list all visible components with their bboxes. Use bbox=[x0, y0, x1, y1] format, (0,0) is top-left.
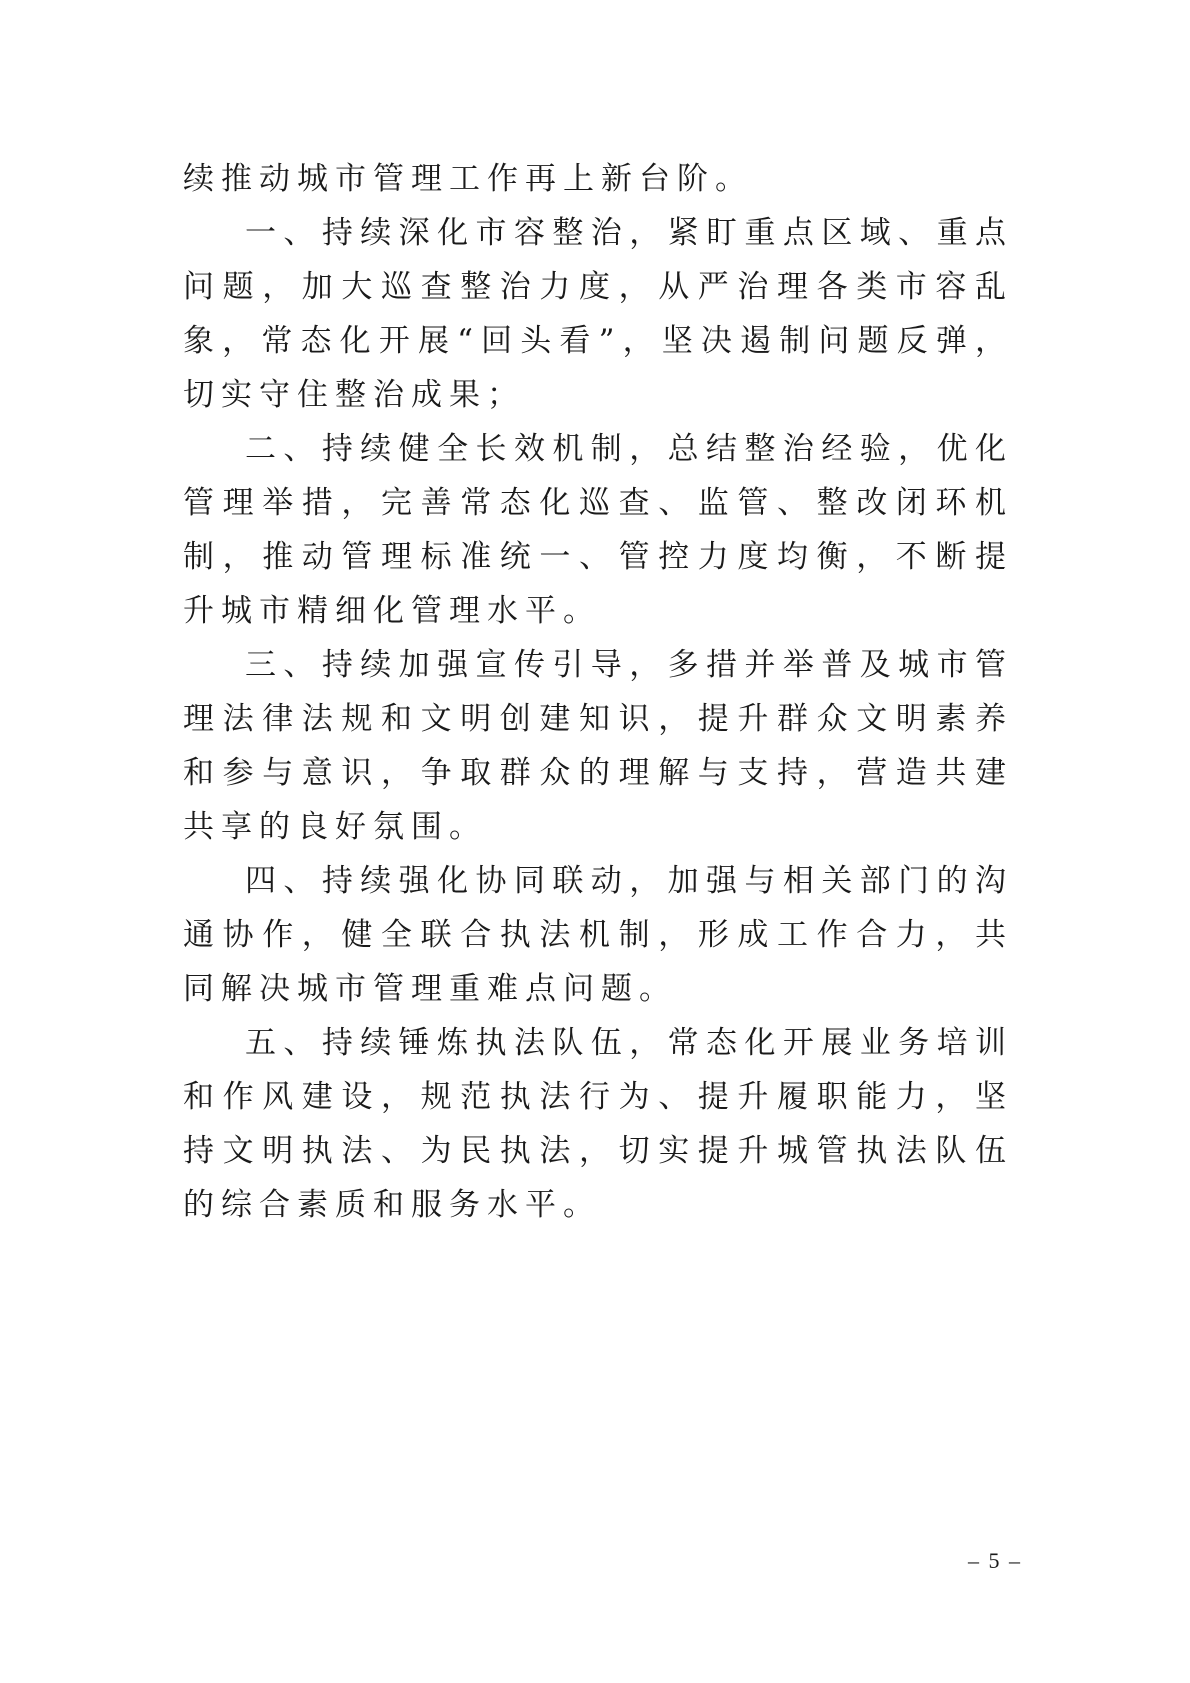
document-body bbox=[183, 152, 1013, 1232]
paragraph-item-2: 二、持续健全长效机制，总结整治经验，优化管理举措，完善常态化巡查、监管、整改闭环机制，推动管理标准统一、管控力度均衡，不断提升城市精细化管理水平。 bbox=[183, 431, 1013, 629]
paragraph-continuation: 续推动城市管理工作再上新台阶。 bbox=[183, 161, 753, 197]
page-number: – 5 – bbox=[968, 1548, 1022, 1573]
paragraph-item-3: 三、持续加强宣传引导，多措并举普及城市管理法律法规和文明创建知识，提升群众文明素养和参与意识，争取群众的理解与支持，营造共建共享的良好氛围。 bbox=[183, 647, 1013, 845]
paragraph-item-5: 五、持续锤炼执法队伍，常态化开展业务培训和作风建设，规范执法行为、提升履职能力，坚持文明执法、为民执法，切实提升城管执法队伍的综合素质和服务水平。 bbox=[183, 1025, 1013, 1223]
paragraph-item-4: 四、持续强化协同联动，加强与相关部门的沟通协作，健全联合执法机制，形成工作合力，共同解决城市管理重难点问题。 bbox=[183, 863, 1013, 1007]
paragraph-item-1: 一、持续深化市容整治，紧盯重点区域、重点问题，加大巡查整治力度，从严治理各类市容乱象，常态化开展“回头看”，坚决遏制问题反弹，切实守住整治成果； bbox=[183, 215, 1013, 413]
